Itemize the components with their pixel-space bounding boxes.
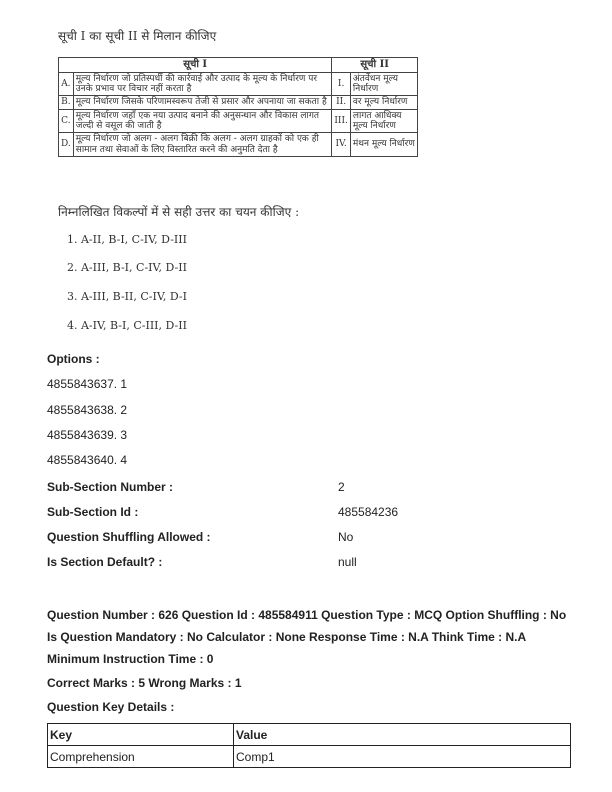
match-table — [58, 57, 418, 157]
row-number: IV. — [332, 133, 351, 157]
row-number: I. — [332, 72, 351, 96]
list-1-item: मूल्य निर्धारण जिसके परिणामस्वरूप तेजी से प्रसार और अपनाया जा सकता है — [73, 96, 332, 109]
list-1-item: मूल्य निर्धारण जहाँ एक नया उत्पाद बनाने की अनुसन्धान और विकास लागत जल्दी से वसूल की जाती है — [73, 109, 332, 133]
option-item: 4855843637. 1 — [47, 377, 128, 391]
row-label: C. — [59, 109, 74, 133]
option-item: 4855843640. 4 — [47, 453, 128, 467]
row-number: II. — [332, 96, 351, 109]
list-2-item: अंतर्वेधन मूल्य निर्धारण — [350, 72, 417, 96]
list-2-header: सूची II — [332, 58, 418, 73]
section-default-label: Is Section Default? : — [47, 555, 163, 569]
value-header: Value — [234, 724, 571, 746]
sub-section-id-label: Sub-Section Id : — [47, 505, 139, 519]
row-label: A. — [59, 72, 74, 96]
sub-section-number-value: 2 — [338, 480, 345, 494]
sub-section-id-value: 485584236 — [338, 505, 399, 519]
answer-choice: 3. A-III, B-II, C-IV, D-I — [67, 290, 187, 303]
next-question-meta: Question Number : 626 Question Id : 485584911 Question Type : MCQ Option Shuffling : No Is Question Mandatory : No Calculator : None Response Time : N.A Think Time : N.A Minimum Instruction Time : 0 — [47, 608, 567, 666]
match-row — [59, 109, 418, 133]
list-2-item: वर मूल्य निर्धारण — [350, 96, 417, 109]
option-item: 4855843639. 3 — [47, 428, 128, 442]
row-number: III. — [332, 109, 351, 133]
list-1-header: सूची I — [59, 58, 332, 73]
list-2-item: लागत आधिक्य मूल्य निर्धारण — [350, 109, 417, 133]
marks-text: Correct Marks : 5 Wrong Marks : 1 — [47, 676, 242, 690]
sub-section-number-label: Sub-Section Number : — [47, 480, 174, 494]
match-table-header — [59, 58, 418, 73]
list-1-item: मूल्य निर्धारण जो प्रतिस्पर्धी की कार्रवाई और उत्पाद के मूल्य के निर्धारण पर उनके प्रभाव पर विचार नहीं करता है — [73, 72, 332, 96]
answer-choice: 1. A-II, B-I, C-IV, D-III — [67, 233, 187, 246]
table-row — [48, 746, 571, 768]
value-cell: Comp1 — [234, 746, 571, 768]
key-cell: Comprehension — [48, 746, 234, 768]
answer-choice: 2. A-III, B-I, C-IV, D-II — [67, 261, 187, 274]
section-default-value: null — [338, 555, 357, 569]
list-2-item: मंथन मूल्य निर्धारण — [350, 133, 417, 157]
key-details-table — [47, 723, 571, 768]
row-label: B. — [59, 96, 74, 109]
question-shuffling-value: No — [338, 530, 354, 544]
list-1-item: मूल्य निर्धारण जो अलग - अलग बिक्री कि अलग - अलग ग्राहकों को एक ही सामान तथा सेवाओं के लिए विस्तारित करने की अनुमति देता है — [73, 133, 332, 157]
match-row — [59, 96, 418, 109]
answer-choice: 4. A-IV, B-I, C-III, D-II — [67, 319, 187, 332]
key-header: Key — [48, 724, 234, 746]
instruction-text: निम्नलिखित विकल्पों में से सही उत्तर का चयन कीजिए : — [58, 205, 300, 219]
match-row — [59, 133, 418, 157]
question-heading: सूची I का सूची II से मिलान कीजिए — [58, 29, 217, 43]
options-label: Options : — [47, 352, 100, 366]
key-details-label: Question Key Details : — [47, 700, 175, 714]
option-item: 4855843638. 2 — [47, 403, 128, 417]
key-table-header — [48, 724, 571, 746]
row-label: D. — [59, 133, 74, 157]
question-shuffling-label: Question Shuffling Allowed : — [47, 530, 211, 544]
match-row — [59, 72, 418, 96]
